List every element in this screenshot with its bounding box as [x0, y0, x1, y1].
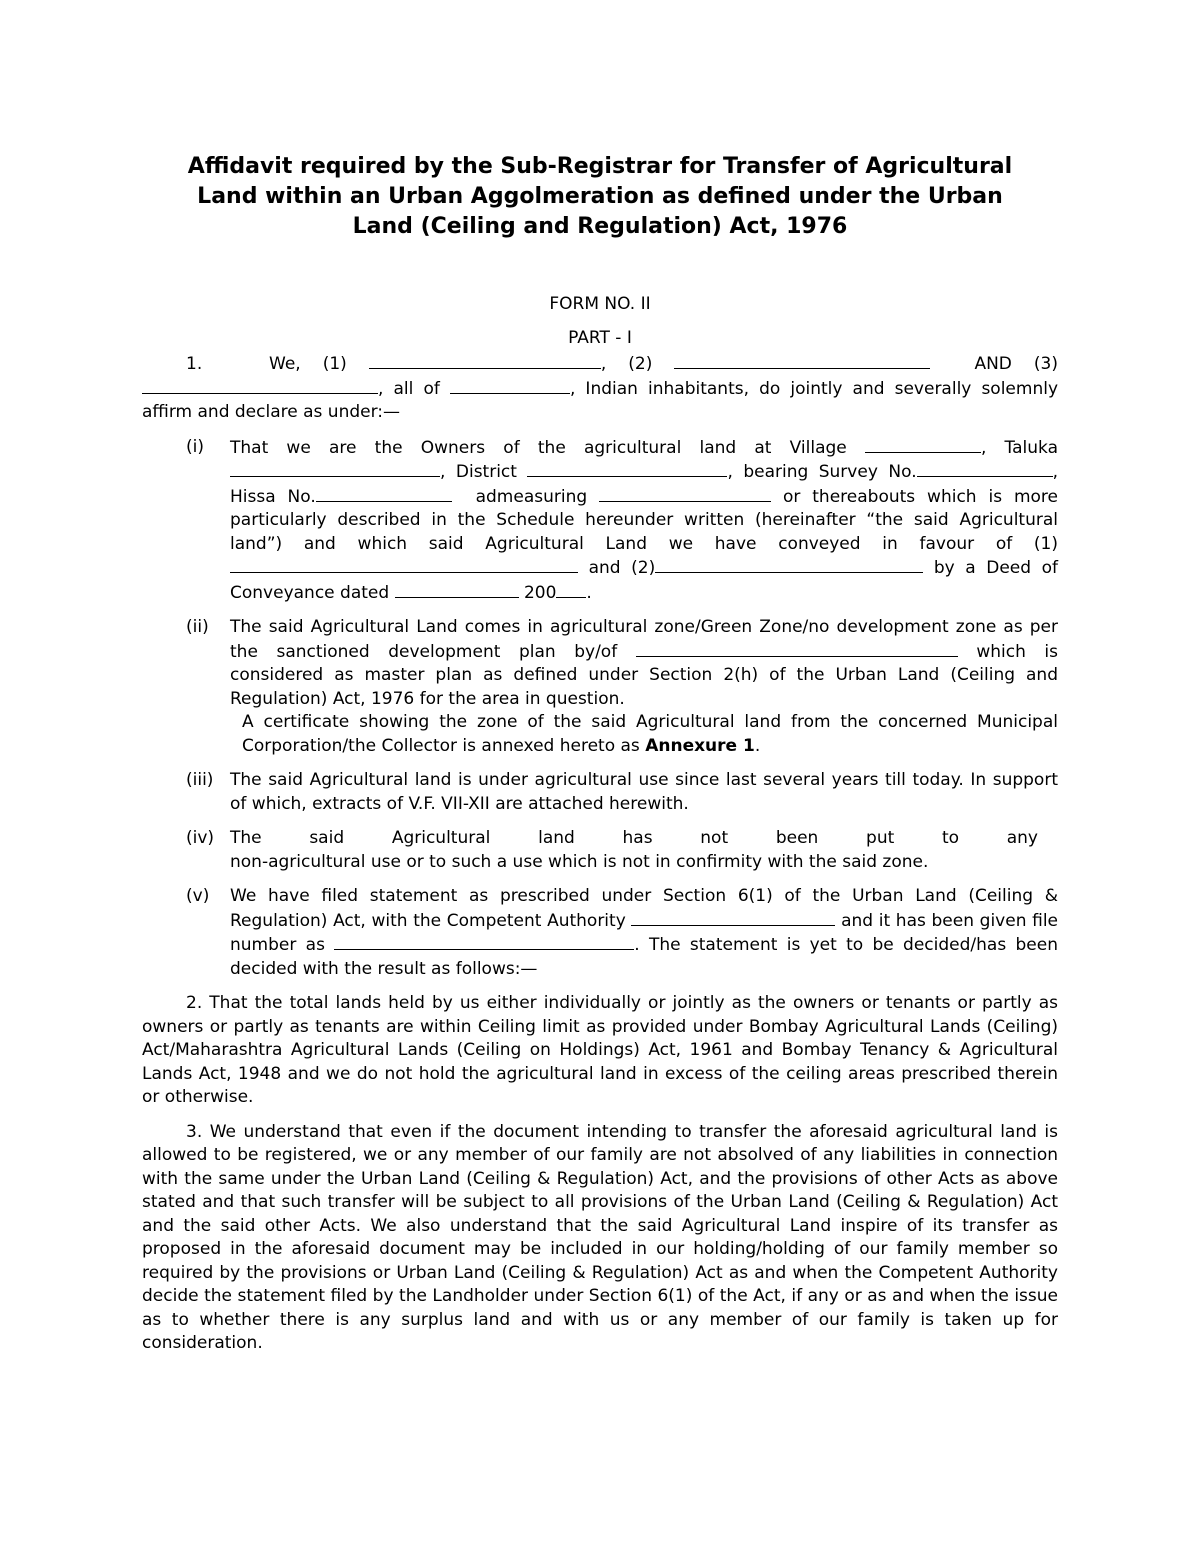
blank-field-year[interactable] [556, 581, 586, 598]
blank-field-survey-no[interactable] [917, 460, 1053, 477]
blank-field-transferee-2[interactable] [655, 556, 923, 573]
clause-label: (ii) [186, 617, 209, 637]
title-line-3: Land (Ceiling and Regulation) Act, 1976 [352, 214, 848, 239]
clause-label: (v) [186, 886, 210, 906]
document-title [142, 152, 1058, 242]
part-heading: PART - I [568, 328, 632, 348]
clause-iii: (iii) The said Agricultural land is under agricultural use since last several years till today. In support of which, extracts of V.F. VII-XII are attached herewith. [186, 770, 1058, 814]
blank-field-owner-3[interactable] [142, 377, 378, 394]
blank-field-village[interactable] [865, 436, 981, 453]
clause-ii: (ii) The said Agricultural Land comes in agricultural zone/Green Zone/no development zone as per the sanctioned development plan by/of which is considered as master plan as defined under Section 2(h) of the Urban Land (Ceiling and Regulation) Act, 1976 for the area in question. A certificate showing the zone of the said Agricultural land from the concerned Municipal Corporation/the Collector is annexed hereto as Annexure 1. [186, 617, 1059, 756]
blank-field-area[interactable] [599, 485, 771, 502]
document-page [142, 152, 1058, 1356]
title-line-2: Land within an Urban Aggolmeration as defined under the Urban [197, 184, 1003, 209]
blank-field-hissa-no[interactable] [316, 485, 452, 502]
form-number: FORM NO. II [549, 294, 651, 314]
clause-label: (i) [186, 436, 204, 457]
blank-field-owner-2[interactable] [674, 352, 930, 369]
blank-field-transferee-1[interactable] [230, 556, 578, 573]
blank-field-file-number[interactable] [334, 933, 634, 950]
paragraph-number: 1. [186, 354, 203, 374]
blank-field-taluka[interactable] [230, 460, 440, 477]
blank-field-competent-authority[interactable] [631, 909, 835, 926]
blank-field-owner-1[interactable] [369, 352, 601, 369]
clause-i: (i) That we are the Owners of the agricultural land at Village , Taluka , District , bearing Survey No. , Hissa No. admeasuring or thereabouts which is more particularly described in the Schedule hereunder written (hereinafter “the said Agricultural land”) and which said Agricultural Land we have conveyed in favour of (1) and (2) by a Deed of Conveyance dated 200 . [186, 436, 1059, 603]
paragraph-2: 2. That the total lands held by us either individually or jointly as the owners or tenants or partly as owners or partly as tenants are within Ceiling limit as provided under Bombay Agricultural Lands (Ceiling) Act/Maharashtra Agricultural Lands (Ceiling on Holdings) Act, 1961 and Bombay Tenancy & Agricultural Lands Act, 1948 and we do not hold the agricultural land in excess of the ceiling areas prescribed therein or otherwise. [142, 993, 1058, 1107]
paragraph-3: 3. We understand that even if the document intending to transfer the aforesaid agricultural land is allowed to be registered, we or any member of our family are not absolved of any liabilities in connection with the same under the Urban Land (Ceiling & Regulation) Act, and the provisions of other Acts as above stated and that such transfer will be subject to all provisions of the Urban Land (Ceiling & Regulation) Act and the said other Acts. We also understand that the said Agricultural Land inspire of its transfer as proposed in the aforesaid document may be included in our holding/holding of our family member so required by the provisions or Urban Land (Ceiling & Regulation) Act as and when the Competent Authority decide the statement filed by the Landholder under Section 6(1) of the Act, if any or as and when the issue as to whether there is any surplus land and with us or any member of our family is taken up for consideration. [142, 1121, 1058, 1353]
clause-v: (v) We have filed statement as prescribed under Section 6(1) of the Urban Land (Ceiling & Regulation) Act, with the Competent Authority and it has been given file number as . The statement is yet to be decided/has been decided with the result as follows:— [186, 886, 1059, 979]
title-line-1: Affidavit required by the Sub-Registrar for Transfer of Agricultural [187, 154, 1013, 179]
blank-field-deed-date[interactable] [395, 581, 519, 598]
clause-iv: (iv) The said Agricultural land has not been put to any non-agricultural use or to such a use which is not in confirmity with the said zone. [186, 828, 1038, 872]
clause-label: (iii) [186, 770, 214, 790]
blank-field-authority[interactable] [636, 640, 958, 657]
blank-field-district[interactable] [527, 460, 727, 477]
blank-field-place[interactable] [450, 377, 570, 394]
clause-label: (iv) [186, 828, 215, 848]
annexure-reference: Annexure 1 [645, 735, 755, 756]
paragraph-1: 1. We, (1) , (2) AND (3) , all of , Indian inhabitants, do jointly and severally solemnly affirm and declare as under:— [142, 354, 1059, 422]
